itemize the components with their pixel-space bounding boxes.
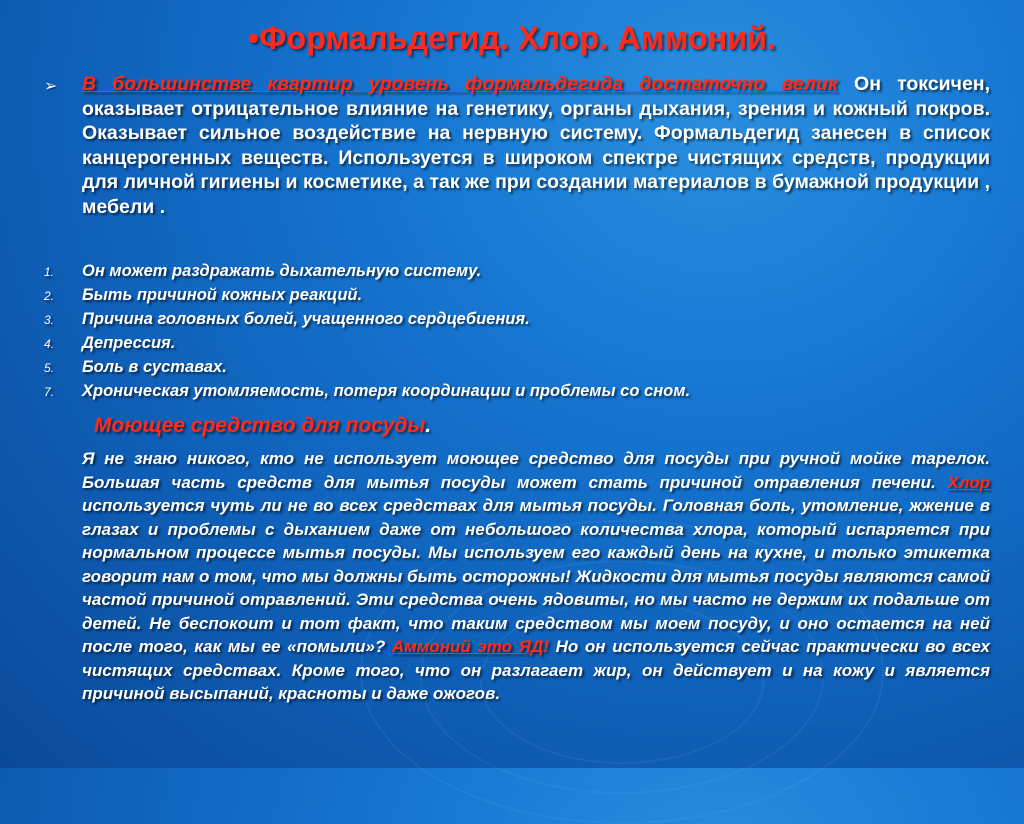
arrow-bullet-icon: ➢	[44, 78, 58, 95]
list-item	[44, 358, 994, 382]
list-item	[44, 286, 994, 310]
slide-title: •Формальдегид. Хлор. Аммоний.	[247, 20, 777, 56]
list-item-text: Быть причиной кожных реакций.	[82, 286, 363, 304]
list-item	[44, 382, 994, 406]
list-item	[44, 262, 994, 286]
ammonia-highlight: Аммоний это ЯД	[391, 637, 544, 656]
list-item-number: 4.	[44, 337, 55, 351]
detergent-heading	[94, 414, 431, 438]
list-item	[44, 310, 994, 334]
detergent-heading-dot: .	[425, 414, 432, 437]
detergent-text-part3: Но он используется сейчас практически во всех чистящих средствах. Кроме того, что он разлагает жир, он действует и на кожу и является причиной высыпаний, красноты и даже ожогов.	[82, 637, 991, 703]
list-item-number: 5.	[44, 361, 55, 375]
list-item-text: Боль в суставах.	[82, 358, 227, 376]
list-item-text: Причина головных болей, учащенного сердцебиения.	[82, 310, 530, 328]
detergent-paragraph	[82, 447, 990, 706]
list-item-number: 3.	[44, 313, 55, 327]
list-item-text: Он может раздражать дыхательную систему.	[82, 262, 482, 280]
detergent-text-part2: используется чуть ли не во всех средствах для мытья посуды. Головная боль, утомление, жжение в глазах и проблемы с дыханием даже от небольшого количества хлора, который испаряется при нормальном процессе мытья посуды. Мы используем его каждый день на кухне, и только этикетка говорит нам о том, что мы должны быть осторожны! Жидкости для мытья посуды являются самой частой причиной отравлений. Эти средства очень ядовиты, но мы часто не держим их подальше от детей. Не беспокоит и тот факт, что таким средством мы моем посуду, и оно остается на ней после того, как мы ее «помыли»?	[82, 496, 990, 656]
list-item-text: Депрессия.	[82, 334, 176, 352]
effects-list	[44, 262, 994, 406]
list-item-number: 2.	[44, 289, 55, 303]
detergent-text-part1: Я не знаю никого, кто не использует моющее средство для посуды при ручной мойке тарелок. Большая часть средств для мытья посуды может стать причиной отравления печени.	[82, 449, 990, 492]
list-item	[44, 334, 994, 358]
list-item-text: Хроническая утомляемость, потеря координации и проблемы со сном.	[82, 382, 691, 400]
formaldehyde-lead: В большинстве квартир уровень формальдегида достаточно велик	[82, 73, 838, 95]
formaldehyde-description: Он токсичен, оказывает отрицательное влияние на генетику, органы дыхания, зрения и кожный покров. Оказывает сильное воздействие на нервную систему. Формальдегид занесен в список канцерогенных веществ. Используется в широком спектре чистящих средств, продукции для личной гигиены и косметике, а так же при создании материалов в бумажной продукции , мебели .	[82, 73, 991, 218]
detergent-heading-text: Моющее средство для посуды	[94, 414, 426, 437]
chlorine-highlight: Хлор	[947, 472, 990, 492]
formaldehyde-paragraph	[82, 72, 990, 219]
ammonia-exclaim: !	[543, 637, 549, 656]
list-item-number: 1.	[44, 265, 55, 279]
list-item-number: 7.	[44, 385, 55, 399]
